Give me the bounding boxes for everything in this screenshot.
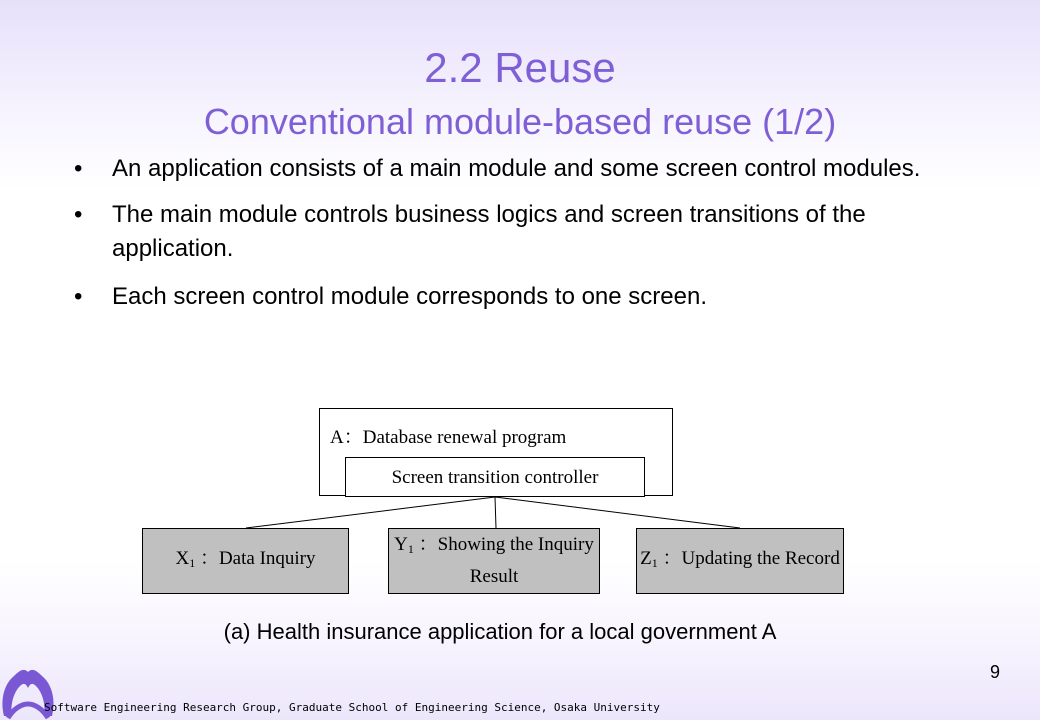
screen-transition-controller-box: Screen transition controller [345, 457, 645, 497]
bullet-marker: • [74, 283, 83, 310]
bullet-marker: • [74, 155, 83, 182]
page-number: 9 [990, 662, 1001, 682]
footer-text: Software Engineering Research Group, Graduate School of Engineering Science, Osaka University [44, 701, 660, 714]
module-x1-label: $X_1$ ：Data Inquiry [175, 548, 316, 570]
bullet-text: Each screen control module corresponds to one screen. [112, 283, 707, 310]
module-x1-box [142, 528, 349, 594]
module-y1-label: $Y_1$ ：Showing the Inquiry Result [394, 534, 594, 587]
slide-subtitle: Conventional module-based reuse (1/2) [203, 101, 837, 142]
bullet-text: An application consists of a main module and some screen control modules. [112, 155, 921, 182]
slide-title: 2.2 Reuse [424, 44, 616, 91]
diagram-caption: (a) Health insurance application for a local government A [223, 619, 777, 644]
database-renewal-program-label: A：Database renewal program [330, 427, 567, 448]
module-z1-box [636, 528, 844, 594]
bullet-marker: • [74, 201, 83, 228]
module-z1-label: $Z_1$ ：Updating the Record [640, 548, 840, 570]
bullet-text: The main module controls business logics and screen transitions of the application. [112, 201, 866, 262]
module-y1-box [388, 528, 600, 594]
